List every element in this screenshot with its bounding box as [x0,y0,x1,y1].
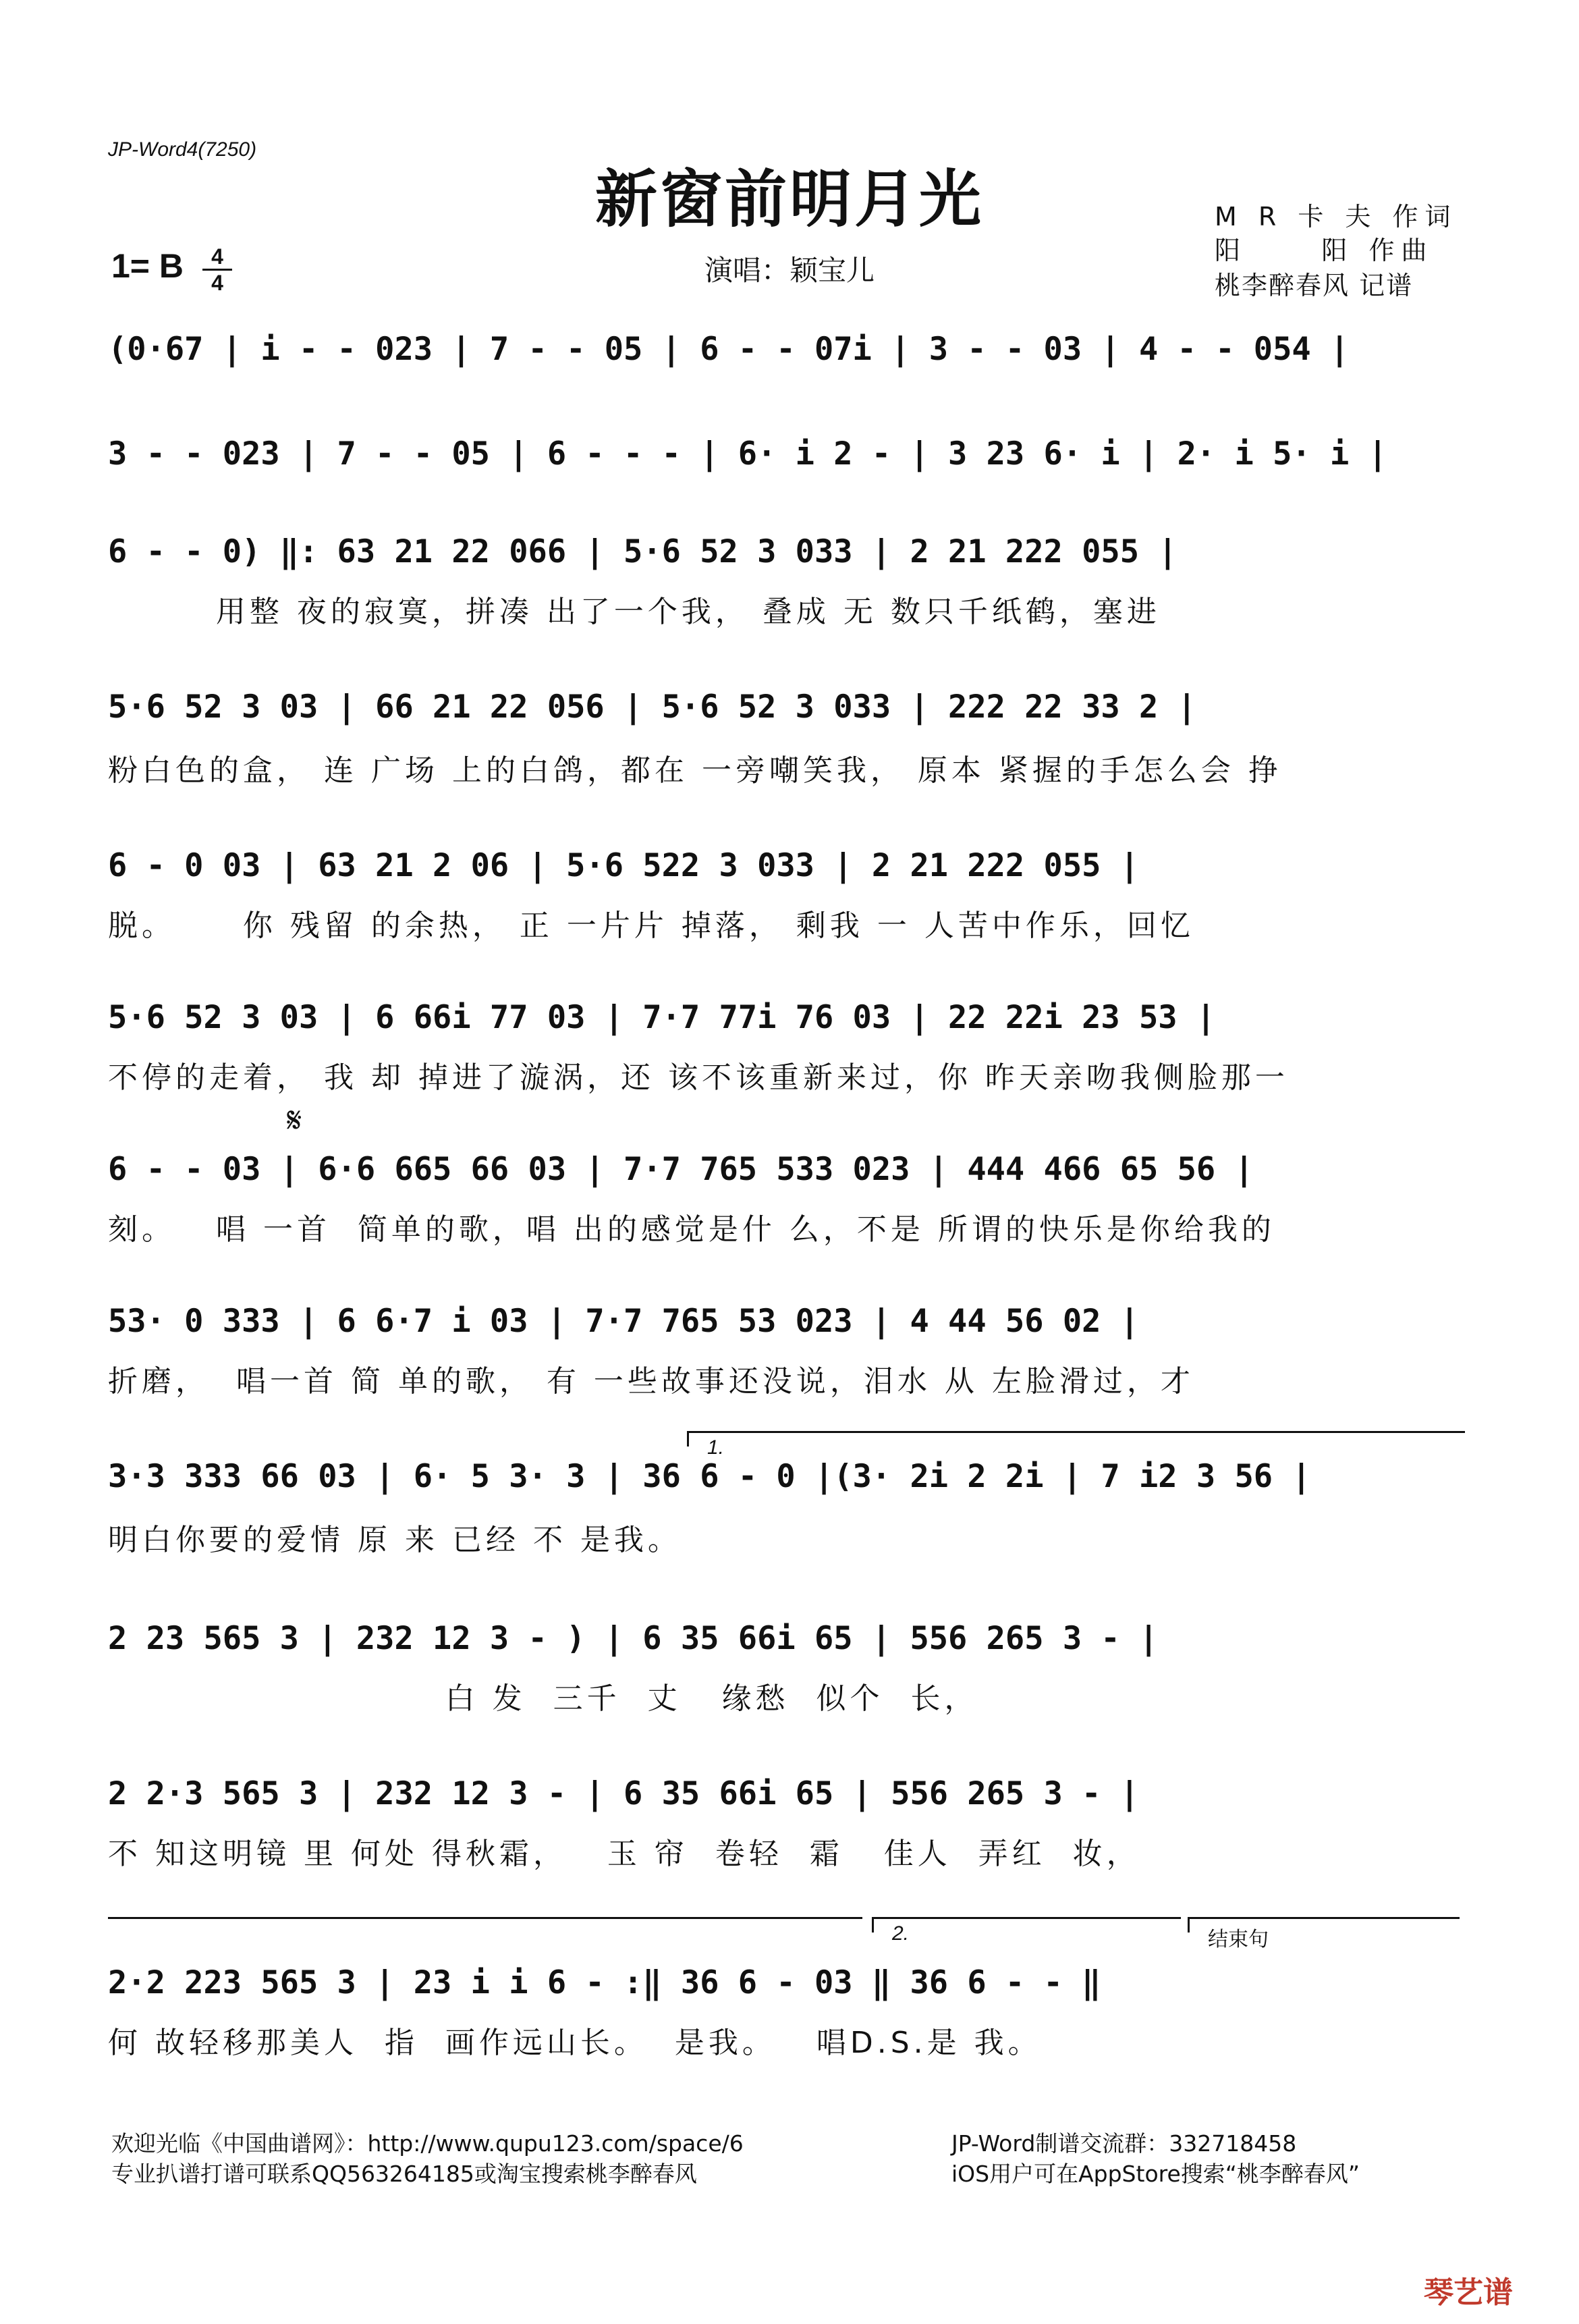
volta-1-bracket [687,1431,1465,1447]
system-9-notes: 3·3 333 66 03 | 6· 5 3· 3 | 36 6 - 0 |(3· 2i 2 2i | 7 i2 3 56 | [108,1458,1311,1495]
key-signature: 1= B [111,247,184,285]
system-2-notes: 3 - - 023 | 7 - - 05 | 6 - - - | 6· i 2 - | 3 23 6· i | 2· i 5· i | [108,435,1387,472]
meter-top: 4 [211,244,223,269]
volta-2-bracket [872,1917,1181,1933]
system-6-lyrics: 不停的走着， 我 却 掉进了漩涡，还 该不该重新来过，你 昨天亲吻我侧脸那一 [108,1060,1289,1095]
system-11-lyrics: 不 知这明镜 里 何处 得秋霜， 玉 帘 卷轻 霜 佳人 弄红 妆， [108,1837,1140,1871]
system-8-lyrics: 折磨， 唱一首 简 单的歌， 有 一些故事还没说，泪水 从 左脸滑过，才 [108,1364,1194,1399]
site-logo: 琴艺谱 [1424,2275,1513,2310]
system-6-notes: 5·6 52 3 03 | 6 66i 77 03 | 7·7 77i 76 03 | 22 22i 23 53 | [108,999,1216,1036]
volta-1-label: 1. [707,1436,725,1459]
coda-label: 结束句 [1208,1928,1269,1951]
system-11-notes: 2 2·3 565 3 | 232 12 3 - | 6 35 66i 65 | 556 265 3 - | [108,1775,1140,1812]
meter-bottom: 4 [202,269,232,295]
footer-website: 欢迎光临《中国曲谱网》：http://www.qupu123.com/space/6 [111,2130,744,2157]
footer-group: JP-Word制谱交流群：332718458 [951,2130,1297,2157]
system-5-notes: 6 - 0 03 | 63 21 2 06 | 5·6 522 3 033 | 2 21 222 055 | [108,847,1140,884]
system-9-lyrics: 明白你要的爱情 原 来 已经 不 是我。 [108,1523,682,1557]
transcriber: 桃李醉春风 记谱 [1215,271,1414,300]
system-5-lyrics: 脱。 你 残留 的余热， 正 一片片 掉落， 剩我 一 人苦中作乐，回忆 [108,909,1194,943]
system-10-lyrics: 白 发 三千 丈 缘愁 似个 长， [108,1681,978,1716]
volta-2-label: 2. [892,1922,910,1945]
system-4-notes: 5·6 52 3 03 | 66 21 22 056 | 5·6 52 3 033 | 222 22 33 2 | [108,688,1196,726]
system-3-notes: 6 - - 0) ‖: 63 21 22 066 | 5·6 52 3 033 | 2 21 222 055 | [108,533,1178,570]
singer: 演唱：颖宝儿 [704,254,875,287]
system-1-notes: (0·67 | i - - 023 | 7 - - 05 | 6 - - 07i | 3 - - 03 | 4 - - 054 | [108,331,1350,368]
segno-sign: 𝄋 [287,1100,302,1141]
system-4-lyrics: 粉白色的盒， 连 广场 上的白鸽，都在 一旁嘲笑我， 原本 紧握的手怎么会 挣 [108,753,1282,788]
page-title: 新窗前明月光 [594,163,984,236]
system-12-notes: 2·2 223 565 3 | 23 i i 6 - :‖ 36 6 - 03 ‖ 36 6 - - ‖ [108,1964,1101,2001]
system-12-lyrics: 何 故轻移那美人 指 画作远山长。 是我。 唱D.S.是 我。 [108,2026,1042,2060]
footer-ios: iOS用户可在AppStore搜索“桃李醉春风” [951,2161,1360,2187]
composer: 阳 阳 作曲 [1215,236,1434,265]
system-10-notes: 2 23 565 3 | 232 12 3 - ) | 6 35 66i 65 | 556 265 3 - | [108,1620,1159,1657]
footer-contact: 专业扒谱打谱可联系QQ563264185或淘宝搜索桃李醉春风 [111,2161,697,2187]
system-3-lyrics: 用整 夜的寂寞，拼凑 出了一个我， 叠成 无 数只千纸鹤，塞进 [108,595,1161,629]
system-8-notes: 53· 0 333 | 6 6·7 i 03 | 7·7 765 53 023 | 4 44 56 02 | [108,1303,1140,1340]
system-7-lyrics: 刻。 唱 一首 简单的歌，唱 出的感觉是什 么，不是 所谓的快乐是你给我的 [108,1212,1275,1247]
repeat-bracket [108,1917,862,1933]
lyricist: M R 卡 夫 作词 [1215,202,1458,232]
system-7-notes: 6 - - 03 | 6·6 665 66 03 | 7·7 765 533 023 | 444 466 65 56 | [108,1151,1254,1188]
software-version: JP-Word4(7250) [108,138,257,161]
